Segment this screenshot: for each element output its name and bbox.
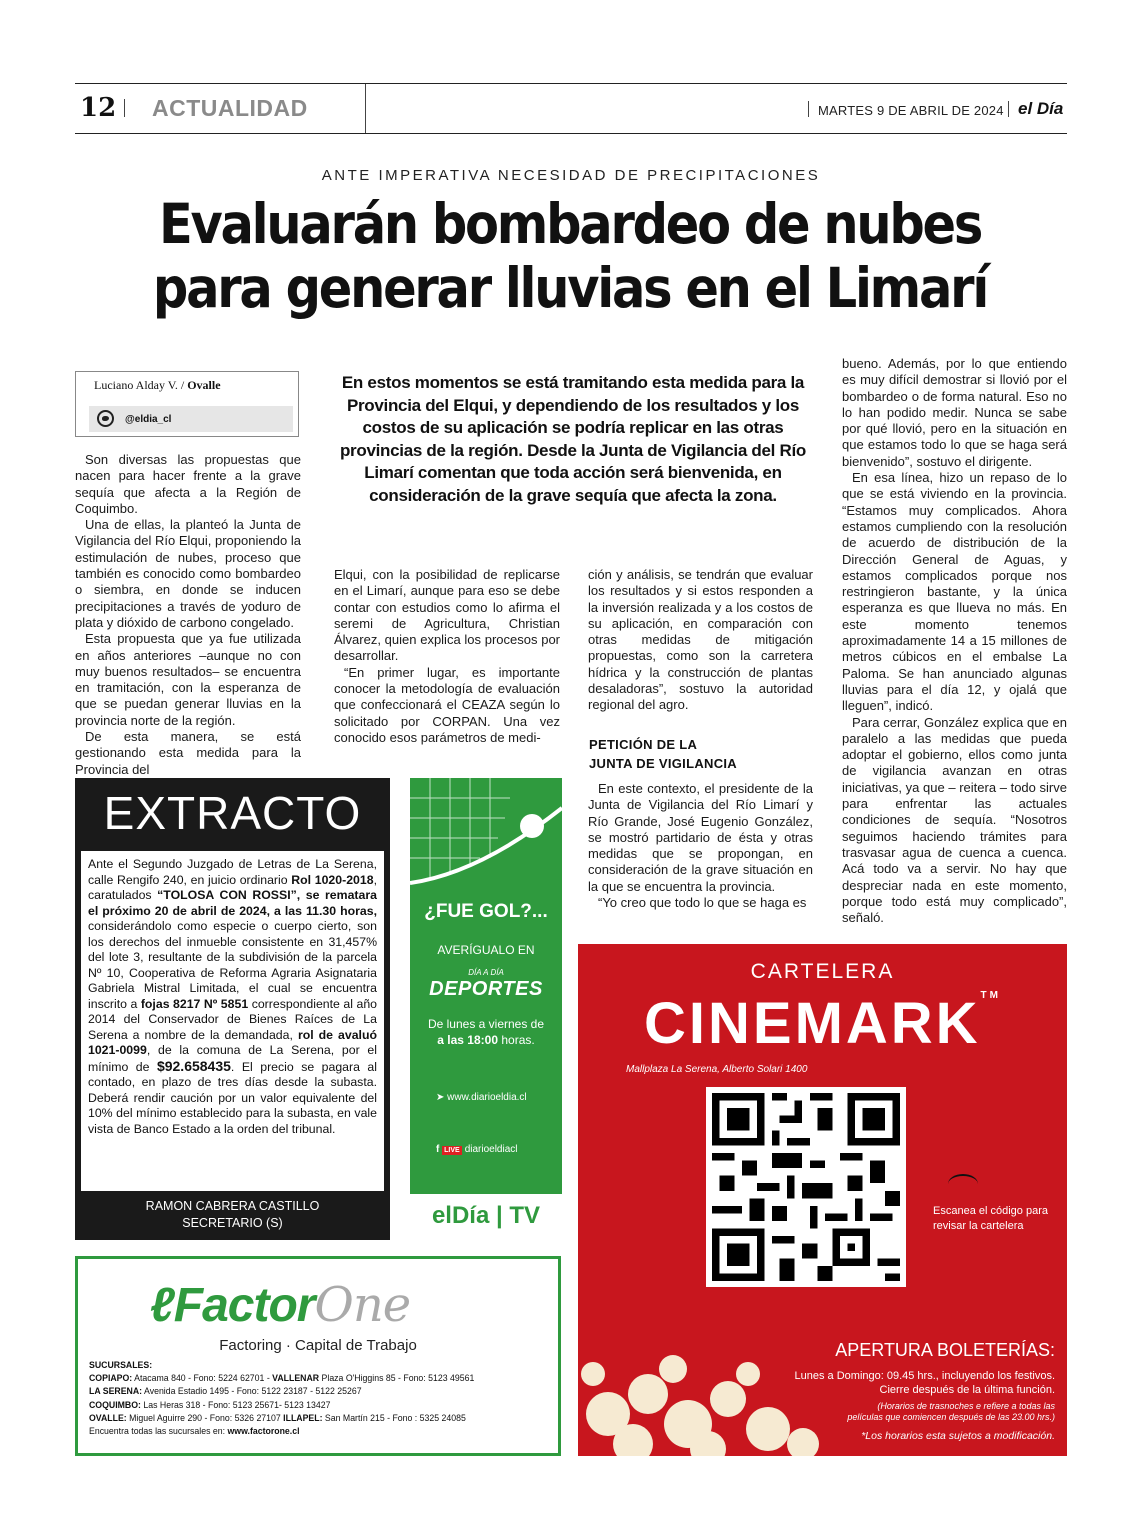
eldia-tv-logo: elDía | TV — [410, 1194, 562, 1238]
qr-code-icon[interactable] — [706, 1087, 906, 1287]
ad-location: Mallplaza La Serena, Alberto Solari 1400 — [626, 1064, 808, 1075]
paragraph: bueno. Además, por lo que entiendo es muy difícil demostrar si llovió por el bombardeo o de forma natural. Eso no lo han podido medir. Nunca se sabe por qué llovió, pero en la situación en que estamos todo lo que se haga será bienvenido”, sostuvo el dirigente. — [842, 356, 1067, 469]
paragraph: De esta manera, se está gestionando esta medida para la Provincia del — [75, 729, 301, 777]
legal-notice-body: Ante el Segundo Juzgado de Letras de La Serena, calle Rengifo 240, en juicio ordinario Rol 1020-2018, caratulados “TOLOSA CON ROSSI”, se rematara el próximo 20 de abril de 2024, a las 11.30 horas, considerándolo como especie o cuerpo cierto, son los derechos del inmueble consistente en 31,457% del lote 3, resultante de la subdivisión de la parcela Nº 10, Cooperativa de Reforma Agraria Asignataria Gabriela Mistral Limitada, el cual se encuentra inscrito a fojas 8217 Nº 5851 correspondiente al año 2014 del Conservador de Bienes Raíces de La Serena a nombre de la demandada, rol de avaluó 1021-0099, de la comuna de La Serena, por el mínimo de $92.658435. El precio se pagara al contado, en plazo de tres días desde la subasta. Deberá rendir caución por un valor equivalente del 10% del mínimo establecido para la subasta, en vale vista de Banco Estado a la orden del tribunal. — [81, 851, 384, 1191]
ad-hours: Lunes a Domingo: 09.45 hrs., incluyendo los festivos. Cierre después de la última función. — [794, 1370, 1055, 1396]
paragraph: Esta propuesta que ya fue utilizada en años anteriores –aunque no con muy buenos resultados– se encuentra en tramitación, con la esperanza de que se puedan generar lluvias en la provincia norte de la región. — [75, 631, 301, 728]
popcorn-image — [578, 1274, 828, 1456]
factorone-website[interactable]: www.factorone.cl — [227, 1426, 300, 1438]
ad-program-small: DÍA A DÍA — [468, 968, 504, 977]
paragraph: En esa línea, hizo un repaso de lo que se está viviendo en la provincia. “Estamos muy complicados. Ahora estamos cumpliendo con la resolución de acuerdo de distribución de la Dirección General de Aguas, y estamos complicados porque nos restringieron bastante, y la única esperanza es que llueva no más. En este momento tenemos aproximadamente 14 a 15 millones de metros cúbicos en el embalse La Paloma. Se han anunciado algunas lluvias para el día 12, y ojalá que lleguen”, indicó. — [842, 470, 1067, 714]
paragraph: Una de ellas, la planteó la Junta de Vigilancia del Río Elqui, proponiendo la estimulación de nubes, proceso que también es conocido como bombardeo o siembra, en donde se inducen precipitaciones a través de yoduro de plata y dióxido de carbono congelado. — [75, 517, 301, 630]
divider — [808, 101, 809, 117]
page-number: 12 — [80, 93, 117, 123]
paragraph: Son diversas las propuestas que nacen para hacer frente a la grave sequía que afecta a la Región de Coquimbo. — [75, 452, 301, 516]
cinemark-logo: CINEMARK™ — [644, 990, 1001, 1056]
paragraph: ción y análisis, se tendrán que evaluar los resultados y si estos responden a la inversión realizada y a los costos de su aplicación, en comparación con otras medidas de mitigación propuestas, como son la carretera hídrica y la construcción de plantas desaladoras”, sostuvo la autoridad regional del agro. — [588, 567, 813, 713]
ad-website[interactable]: ➤ www.diarioeldia.cl — [436, 1092, 527, 1103]
divider — [124, 99, 125, 117]
twitter-bar — [89, 406, 293, 432]
ad-scan-text: Escanea el código para revisar la cartelera — [933, 1205, 1048, 1232]
ad-social[interactable]: f LIVE diarioeldiacl — [436, 1144, 518, 1155]
twitter-icon — [97, 410, 114, 427]
ad-hours-note: (Horarios de trasnoches e refiere a todas las películas que comiencen después de las 23.00 hrs.) — [847, 1401, 1055, 1422]
deportes-ad[interactable] — [410, 778, 562, 1238]
newspaper-logo: el Día — [1018, 99, 1064, 118]
factorone-logo: ℓFactorOne — [150, 1277, 411, 1333]
facebook-icon: f — [436, 1144, 440, 1155]
arrow-icon — [948, 1174, 978, 1194]
ad-cartelera: CARTELERA — [750, 960, 895, 983]
issue-date: MARTES 9 DE ABRIL DE 2024 — [818, 103, 1004, 118]
legal-notice-title: EXTRACTO — [103, 787, 362, 839]
factorone-logo-mark: ℓ — [150, 1279, 174, 1332]
factorone-branches: SUCURSALES: COPIAPO: Atacama 840 - Fono: 5224 62701 - VALLENAR Plaza O'Higgins 85 - Fono: 5123 49561 LA SERENA: Avenida Estadio 1495 - Fono: 5122 23187 - 5122 25267 COQUIMBO: Las Heras 318 - Fono: 5123 25671- 5123 13427 OVALLE: Miguel Aguirre 290 - Fono: 5326 27107 ILLAPEL: San Martín 215 - Fono : 5325 24085 Encuentra todas las sucursales en: www.factorone.cl — [89, 1360, 475, 1438]
article-column-1 — [75, 452, 301, 778]
ad-cta: AVERÍGUALO EN — [437, 943, 535, 957]
ad-program-name: DEPORTES — [429, 978, 543, 1000]
factorone-tagline: Factoring · Capital de Trabajo — [219, 1337, 417, 1354]
paragraph: “Yo creo que todo lo que se haga es — [598, 895, 807, 911]
article-column-2 — [334, 567, 560, 746]
ad-disclaimer: *Los horarios esta sujetos a modificación. — [861, 1430, 1055, 1442]
article-column-3b — [588, 781, 813, 911]
paragraph: Elqui, con la posibilidad de replicarse en el Limarí, aunque para eso se debe contar con estudios como lo afirma el seremi de Agricultura, Christian Álvarez, quien explica los procesos por desarrollar. — [334, 567, 560, 664]
header-top-rule — [75, 83, 1067, 84]
article-lead: En estos momentos se está tramitando esta medida para la Provincia del Elqui, y dependiendo de los resultados y los costos de su aplicación se podría replicar en las otras provincias de la región. Desde la Junta de Vigilancia del Río Limarí comentan que toda acción será bienvenida, en consideración de la grave sequía que afecta la zona. — [339, 373, 807, 505]
legal-notice — [75, 778, 390, 1240]
ad-question: ¿FUE GOL?... — [424, 901, 548, 922]
article-column-4 — [842, 356, 1067, 926]
paragraph: Para cerrar, González explica que en paralelo a las medidas que pueda adoptar el gobierno, ellos como junta de vigilancia avanzan en otras iniciativas, ya que – reitera – todo sirve para enfrentar las actuales condiciones de sequía. “Nosotros seguimos haciendo trámites para trasvasar agua de cuenca a cuenca. Acá todo va a servir. No hay que despreciar nada en este momento, porque todo está muy complicado”, señaló. — [842, 714, 1067, 926]
cinemark-ad[interactable] — [578, 944, 1067, 1456]
ad-apertura: APERTURA BOLETERÍAS: — [835, 1340, 1055, 1360]
divider — [365, 84, 366, 133]
article-subheading: PETICIÓN DE LA JUNTA DE VIGILANCIA — [589, 737, 737, 771]
ad-schedule: De lunes a viernes de a las 18:00 horas. — [427, 1017, 545, 1047]
article-column-3 — [588, 567, 813, 714]
article-kicker: ANTE IMPERATIVA NECESIDAD DE PRECIPITACIONES — [321, 167, 821, 184]
section-title: ACTUALIDAD — [152, 95, 308, 121]
divider — [1008, 101, 1009, 117]
factorone-ad[interactable] — [75, 1256, 561, 1456]
paragraph: “En primer lugar, es importante conocer la metodología de evaluación que confeccionará el CEAZA según lo solicitado por CORPAN. Una vez conocido esos parámetros de medi- — [334, 664, 560, 745]
header-bottom-rule — [75, 133, 1067, 134]
legal-notice-signature: RAMON CABRERA CASTILLO SECRETARIO (S) — [145, 1199, 320, 1230]
goal-net-icon — [410, 778, 562, 888]
byline-box — [75, 371, 299, 437]
author: Luciano Alday V. / Ovalle — [94, 378, 221, 392]
twitter-handle: @eldia_cl — [125, 414, 172, 425]
paragraph: En este contexto, el presidente de la Junta de Vigilancia del Río Limarí y Río Grande, José Eugenio González, se mostró partidario de ésta y otras medidas que se propongan, en consideración de la grave situación en la que se encuentra la provincia. — [588, 781, 813, 894]
article-headline: Evaluarán bombardeo de nubes para generar lluvias en el Limarí — [152, 192, 988, 320]
